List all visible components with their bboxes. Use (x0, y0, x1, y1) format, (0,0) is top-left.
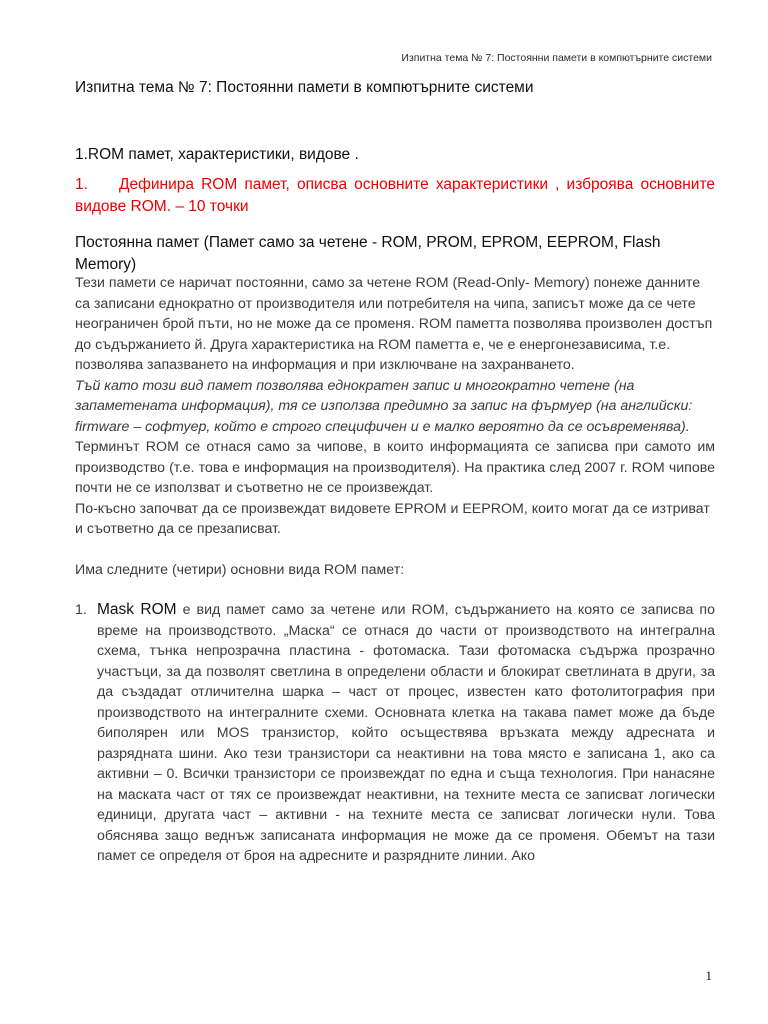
document-title: Изпитна тема № 7: Постоянни памети в компютърните системи (75, 79, 534, 96)
subheading: Постоянна памет (Памет само за четене - ROM, PROM, EPROM, EEPROM, Flash Memory) (75, 234, 661, 273)
running-header: Изпитна тема № 7: Постоянни памети в компютърните системи (401, 52, 712, 64)
task-statement (75, 174, 715, 218)
list-item-mask-rom (75, 600, 715, 867)
section-title: 1.ROM памет, характеристики, видове . (75, 146, 359, 163)
page-number: 1 (705, 968, 712, 983)
task-number: 1. (75, 176, 88, 193)
task-text: Дефинира ROM памет, описва основните характеристики , изброява основните видове ROM. – 10 точки (75, 176, 715, 215)
document-body (75, 273, 715, 867)
mask-rom-term: Mask ROM (97, 601, 177, 618)
mask-rom-text: е вид памет само за четене или ROM, съдържанието на която се записва по време на производството. „Маска“ се отнася до части от производството на интегрална схема, тънка непрозрачна пластина - фотомаска. Тази фотомаска съдържа прозрачно участъци, за да позволят светлина в определени области и блокират светлината в други, за да създадат отличителна шарка – част от процес, известен като фотолитография при производството на интегралните схеми. Основната клетка на такава памет може да бъде биполярен или MOS транзистор, който осъществява връзката между адресната и разрядната шини. Ако тези транзистори са неактивни на това място е записана 1, ако са активни – 0. Всички транзистори се произвеждат по една и съща технология. При нанасяне на маската част от тях се произвеждат неактивни, на техните места се записват логически единици, другата част – активни - на техните места се записват логически нули. Това обяснява защо веднъж записаната информация не може да се променя. Обемът на тази памет се определя от броя на адресните и разрядните линии. Ако (97, 602, 716, 864)
paragraph-eprom: По-късно започват да се произвеждат видовете EPROM и EEPROM, които могат да се изтриват и съответно да се презаписват. (75, 500, 710, 537)
paragraph-definition: Тези памети се наричат постоянни, само за четене ROM (Read-Only- Memory) понеже данните са записани еднократно от производителя или потребителя на чипа, записът може да се чете неограничен брой пъти, но не може да се променя. ROM паметта позволява произволен достъп до съдържанието й. Друга характеристика на ROM паметта е, че е енергонезависима, т.е. позволява запазването на информация и при изключване на захранването. (75, 275, 713, 373)
paragraph-rom-types: Има следните (четири) основни вида ROM памет: (75, 561, 405, 578)
paragraph-term-rom: Терминът ROM се отнася само за чипове, в които информацията се записва при самото им производство (т.е. това е информация на производителя). На практика след 2007 г. ROM чипове почти не се използват и съответно не се произвеждат. (75, 439, 715, 496)
paragraph-firmware: Тъй като този вид памет позволява еднократен запис и многократно четене (на запаметената информация), тя се използва предимно за запис на фърмуер (на английски: firmware – софтуер, който е строго специфичен и е малко вероятно да се осъвременява). (75, 377, 693, 435)
list-marker: 1. (75, 602, 87, 618)
